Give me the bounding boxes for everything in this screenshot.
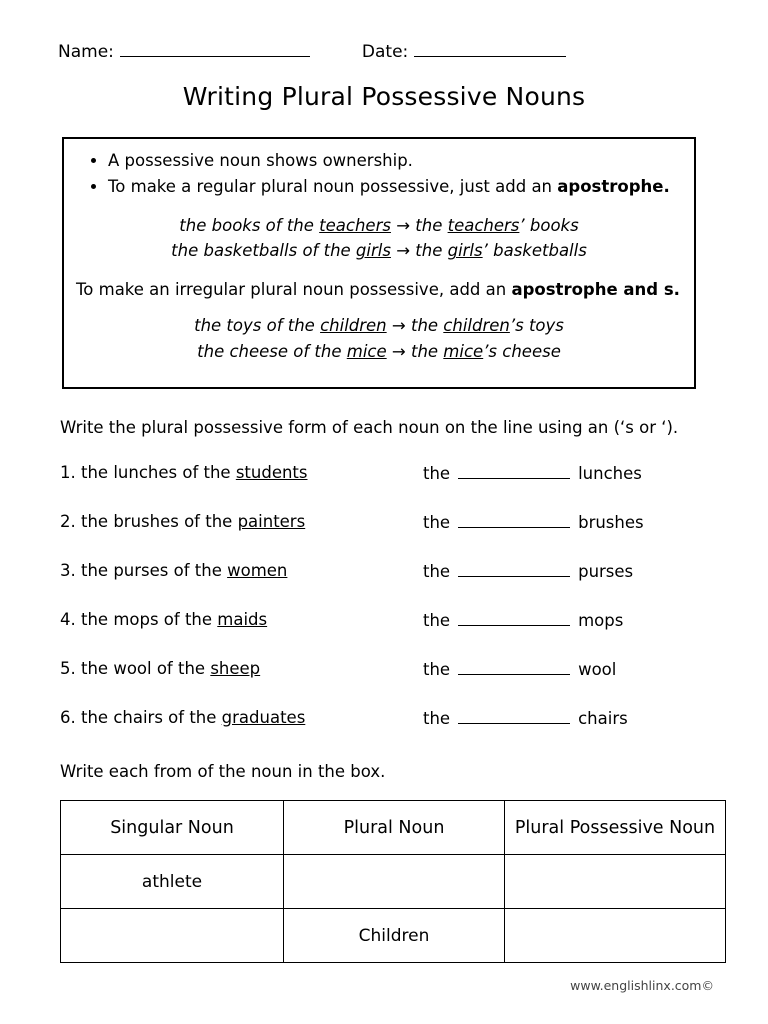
item-prompt-pre: the wool of the — [81, 659, 211, 678]
item-answer — [423, 708, 628, 728]
item-answer-pre: the — [423, 562, 451, 581]
item-prompt — [60, 512, 305, 531]
table-row — [61, 909, 726, 963]
list-item — [60, 659, 700, 708]
page-title: Writing Plural Possessive Nouns — [182, 82, 586, 111]
item-answer — [423, 610, 623, 630]
cell-singular: athlete — [61, 855, 284, 909]
item-number: 2. — [60, 512, 76, 531]
item-answer-post: brushes — [578, 513, 644, 532]
list-item — [60, 610, 700, 659]
example-regular-2 — [74, 238, 684, 264]
rules-bullet-list — [74, 149, 684, 199]
list-item — [60, 512, 700, 561]
item-answer-pre: the — [423, 611, 451, 630]
item-answer — [423, 659, 616, 679]
item-answer-blank[interactable] — [458, 659, 570, 675]
example-irregular-2-post: ’s cheese — [483, 341, 561, 361]
item-answer-blank[interactable] — [458, 610, 570, 626]
list-item — [60, 561, 700, 610]
irregular-rule-text: To make an irregular plural noun possessive, add an — [76, 279, 512, 299]
item-prompt-noun: women — [227, 561, 288, 580]
noun-forms-table — [60, 800, 726, 963]
table-header-row — [61, 801, 726, 855]
student-info-row — [58, 40, 658, 70]
item-answer-pre: the — [423, 464, 451, 483]
example-irregular-2-noun: mice — [346, 341, 387, 361]
item-answer-blank[interactable] — [458, 708, 570, 724]
item-prompt-pre: the purses of the — [81, 561, 228, 580]
item-prompt-noun: sheep — [210, 659, 261, 678]
item-prompt — [60, 463, 308, 482]
directions-exercise-1: Write the plural possessive form of each noun on the line using an (‘s or ‘). — [60, 418, 679, 437]
exercise-1-items — [60, 463, 700, 757]
item-prompt-noun: students — [235, 463, 308, 482]
example-irregular-2-noun2: mice — [443, 341, 484, 361]
rule-bullet-2-emphasis: apostrophe. — [557, 176, 670, 196]
example-regular-1-noun: teachers — [319, 215, 391, 235]
example-irregular-1-post: ’s toys — [509, 315, 564, 335]
regular-examples — [74, 213, 684, 264]
footer-credit: www.englishlinx.com© — [570, 978, 714, 993]
item-prompt-pre: the chairs of the — [81, 708, 222, 727]
example-regular-2-noun2: girls — [447, 241, 483, 261]
example-regular-2-post: ’ basketballs — [482, 241, 587, 261]
item-number: 3. — [60, 561, 76, 580]
item-prompt-pre: the brushes of the — [81, 512, 238, 531]
example-irregular-1-arrow: → the — [386, 315, 444, 335]
example-regular-1-noun2: teachers — [447, 215, 520, 235]
example-regular-1 — [74, 213, 684, 239]
rule-bullet-2 — [108, 175, 684, 199]
cell-plural: Children — [284, 909, 505, 963]
table-header-plural: Plural Noun — [284, 801, 505, 855]
item-prompt — [60, 610, 267, 629]
item-answer-blank[interactable] — [458, 561, 570, 577]
item-answer-post: chairs — [578, 709, 628, 728]
item-answer-pre: the — [423, 660, 451, 679]
table-header-singular: Singular Noun — [61, 801, 284, 855]
example-regular-2-arrow: → the — [390, 241, 448, 261]
item-number: 6. — [60, 708, 76, 727]
item-answer-post: mops — [578, 611, 624, 630]
item-prompt-noun: graduates — [221, 708, 306, 727]
rule-bullet-2-text: To make a regular plural noun possessive, just add an — [108, 176, 558, 196]
item-answer-blank[interactable] — [458, 463, 570, 479]
item-answer-post: purses — [578, 562, 634, 581]
item-answer-post: lunches — [578, 464, 642, 483]
cell-plural-possessive[interactable] — [505, 909, 726, 963]
item-number: 4. — [60, 610, 76, 629]
name-blank-line[interactable] — [120, 40, 310, 57]
rules-box — [62, 137, 696, 389]
example-irregular-1 — [74, 313, 684, 339]
example-irregular-2-pre: the cheese of the — [197, 341, 347, 361]
cell-plural-possessive[interactable] — [505, 855, 726, 909]
item-prompt-noun: painters — [237, 512, 306, 531]
irregular-examples — [74, 313, 684, 364]
name-label: Name: — [58, 42, 114, 62]
rule-bullet-1 — [108, 149, 684, 173]
item-prompt-pre: the mops of the — [81, 610, 218, 629]
item-answer — [423, 463, 642, 483]
example-irregular-2 — [74, 339, 684, 365]
item-answer-post: wool — [578, 660, 617, 679]
table-row — [61, 855, 726, 909]
item-prompt — [60, 561, 287, 580]
item-prompt — [60, 659, 260, 678]
item-answer — [423, 512, 644, 532]
cell-plural[interactable] — [284, 855, 505, 909]
example-regular-1-arrow: → the — [390, 215, 448, 235]
list-item — [60, 708, 700, 757]
example-regular-1-pre: the books of the — [179, 215, 320, 235]
example-irregular-1-pre: the toys of the — [194, 315, 321, 335]
irregular-rule-line — [76, 280, 684, 299]
item-answer — [423, 561, 633, 581]
item-prompt-noun: maids — [217, 610, 268, 629]
example-irregular-1-noun: children — [320, 315, 387, 335]
example-irregular-1-noun2: children — [443, 315, 510, 335]
item-answer-pre: the — [423, 513, 451, 532]
item-answer-blank[interactable] — [458, 512, 570, 528]
table-header-plural-possessive: Plural Possessive Noun — [505, 801, 726, 855]
cell-singular[interactable] — [61, 909, 284, 963]
item-prompt-pre: the lunches of the — [81, 463, 236, 482]
date-blank-line[interactable] — [414, 40, 566, 57]
example-regular-2-noun: girls — [355, 241, 391, 261]
rule-bullet-1-text: A possessive noun shows ownership. — [108, 151, 413, 170]
date-label: Date: — [361, 42, 409, 62]
item-number: 1. — [60, 463, 76, 482]
example-irregular-2-arrow: → the — [386, 341, 444, 361]
example-regular-1-post: ’ books — [519, 215, 579, 235]
example-regular-2-pre: the basketballs of the — [171, 241, 356, 261]
item-answer-pre: the — [423, 709, 451, 728]
directions-exercise-2: Write each from of the noun in the box. — [60, 762, 386, 781]
list-item — [60, 463, 700, 512]
item-prompt — [60, 708, 305, 727]
item-number: 5. — [60, 659, 76, 678]
irregular-rule-emphasis: apostrophe and s. — [511, 279, 680, 299]
